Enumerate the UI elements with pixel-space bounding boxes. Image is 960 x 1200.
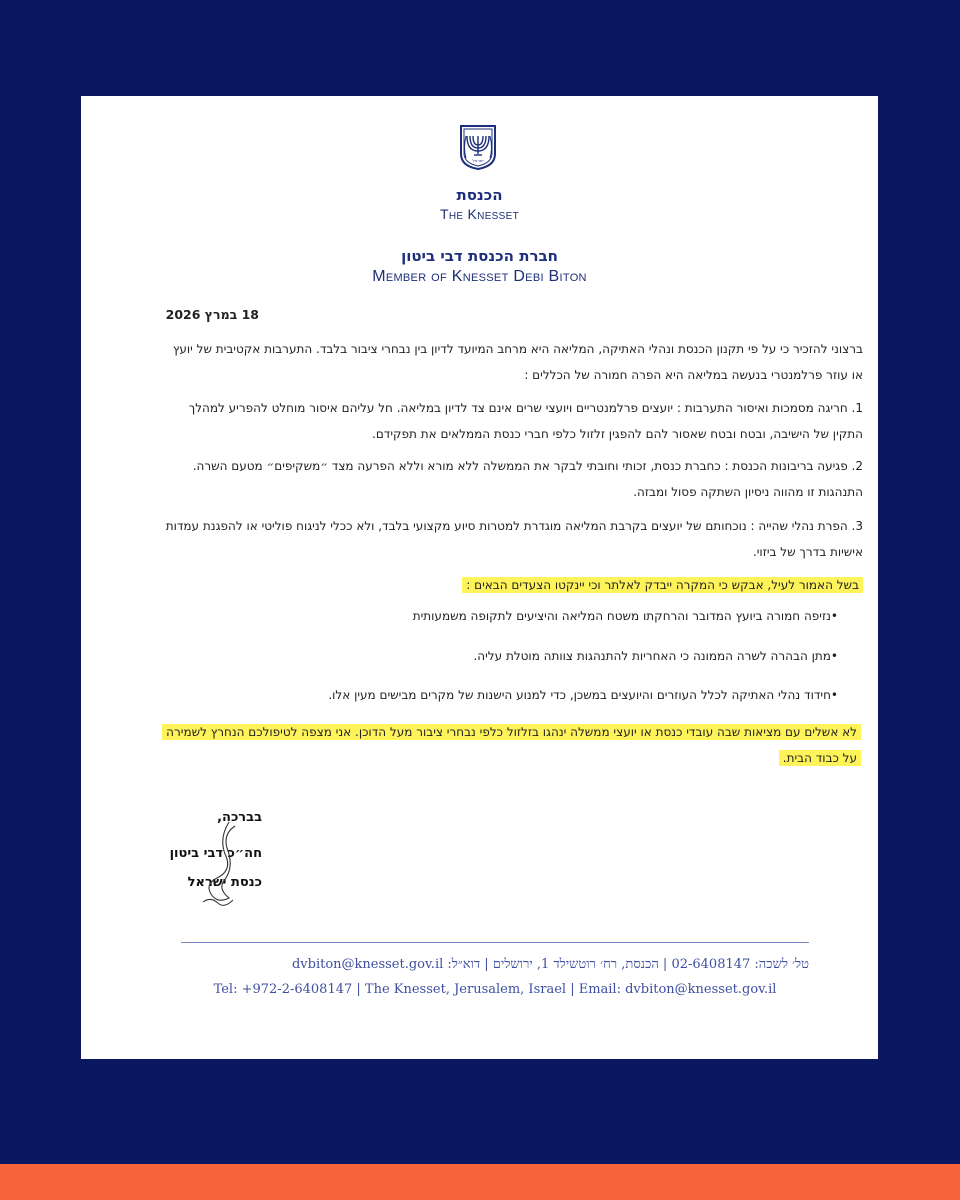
signature-greeting: בברכה, [217,810,262,825]
request-paragraph [165,572,863,598]
footer-contact-he: טל׳ לשכה: 02-6408147 | הכנסת, רח׳ רוטשילד 1, ירושלים | דוא״ל: dvbiton@knesset.gov.il [291,957,809,972]
request-highlight: בשל האמור לעיל, אבקש כי המקרה ייבדק לאלתר וכי יינקטו הצעדים הבאים : [462,577,863,593]
closing-highlight: לא אשלים עם מציאות שבה עובדי כנסת או יועצי ממשלה ינהגו בזלזול כלפי נבחרי ציבור מעל הדוכן. אני מצפה לטיפולכם הנחרץ לשמירה על כבוד הבית. [162,724,861,766]
accent-strip [0,1164,960,1200]
emblem-caption: ישראל [472,158,484,163]
member-title-he: חברת הכנסת דבי ביטון [401,247,558,265]
menorah-emblem-icon [459,124,497,170]
footer-contact-en: Tel: +972-2-6408147 | The Knesset, Jerusalem, Israel | Email: dvbiton@knesset.gov.il [213,982,777,997]
signature-name: חה״כ דבי ביטון [169,846,262,861]
closing-paragraph [161,719,861,771]
point-3: 3. הפרת נהלי שהייה : נוכחותם של יועצים בקרבת המליאה מוגדרת למטרות סיוע מקצועי בלבד, ולא ככלי לניגוח פוליטי או להפגנת עמדות אישיות בדרך של ביזוי. [165,519,863,559]
footer-divider [181,942,809,943]
point-2: 2. פגיעה בריבונות הכנסת : כחברת כנסת, זכותי וחובתי לבקר את הממשלה ללא מורא וללא הפרעה מצד ״משקיפים״ מטעם השרה. התנהגות זו מהווה ניסיון השתקה פסול ומבזה. [192,459,863,499]
handwritten-signature [189,818,249,908]
bullet-item: •מתן הבהרה לשרה הממונה כי האחריות להתנהגות צוותה מוטלת עליה. [473,649,838,663]
point-1: 1. חריגה מסמכות ואיסור התערבות : יועצים פרלמנטריים ויועצי שרים אינם צד לדיון במליאה. חל עליהם איסור מוחלט להפריע למהלך התקין של הישיבה, ובטח ובטח שאסור להם להפגין זלזול כלפי חברי כנסת הממלאים את תפקידם. [188,401,863,441]
bullet-item: •נזיפה חמורה ביועץ המדובר והרחקתו משטח המליאה והיציעים לתקופה משמעותית [412,609,838,623]
letter-page [81,96,878,1059]
knesset-title-en: The Knesset [440,206,519,222]
intro-paragraph: ברצוני להזכיר כי על פי תקנון הכנסת ונהלי האתיקה, המליאה היא מרחב המיועד לדיון בין נבחרי ציבור בלבד. התערבות אקטיבית של יועץ או עוזר פרלמנטרי בנעשה במליאה היא הפרה חמורה של הכללים : [172,342,863,382]
bullet-item: •חידוד נהלי האתיקה לכלל העוזרים והיועצים במשכן, כדי למנוע הישנות של מקרים מבישים מעין אלו. [328,688,838,702]
letter-date: 18 במרץ 2026 [165,307,259,322]
knesset-title-he: הכנסת [456,186,503,204]
member-title-en: Member of Knesset Debi Biton [372,268,587,285]
signature-title: כנסת ישראל [187,875,262,890]
